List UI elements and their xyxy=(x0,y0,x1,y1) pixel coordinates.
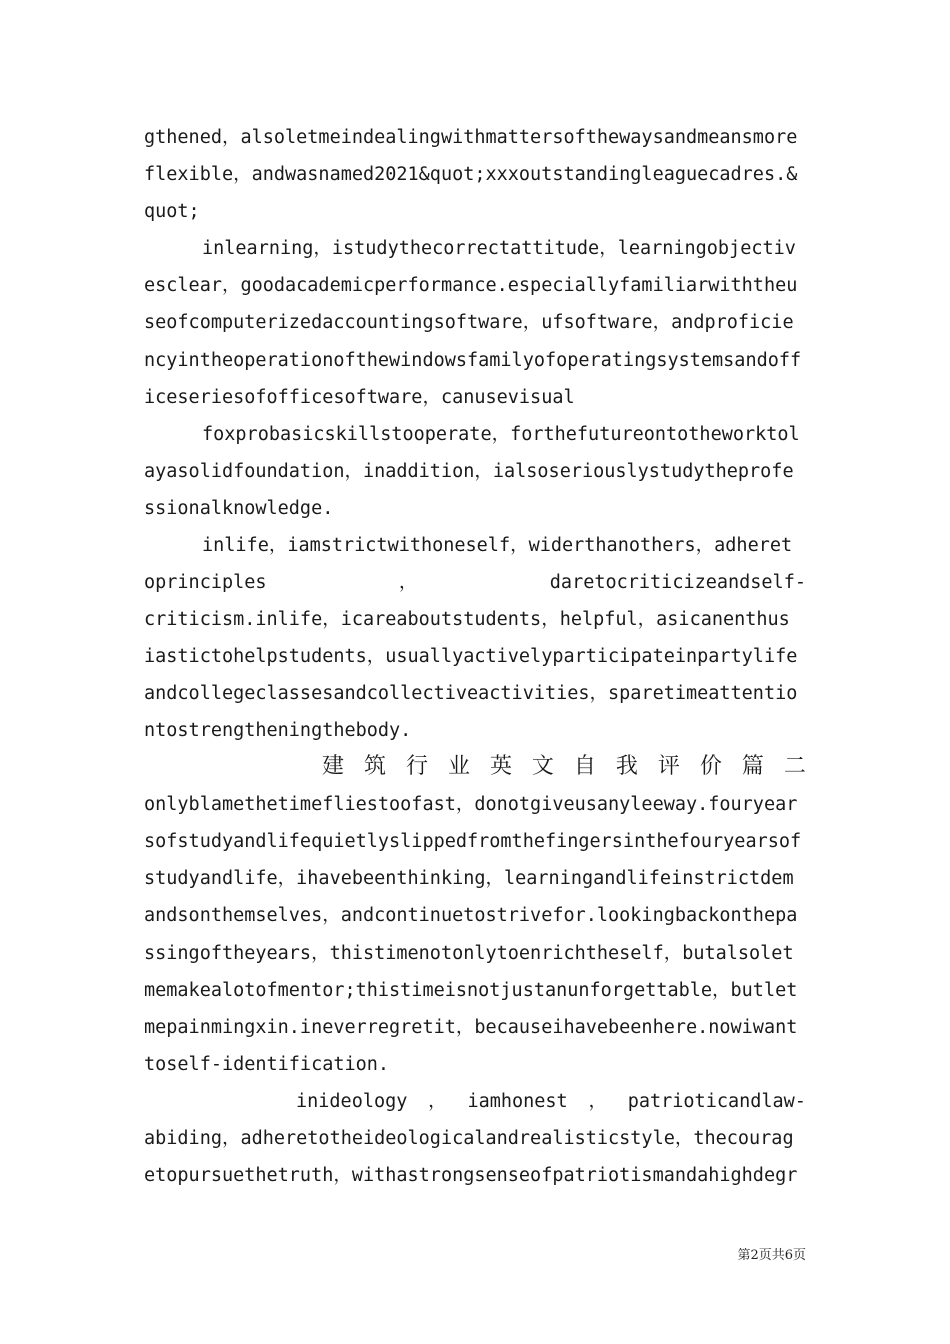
text-line: andcollegeclassesandcollectiveactivities，sparetimeattentio xyxy=(144,683,798,704)
text-line: sofstudyandlifequietlyslippedfromthefingersinthefouryearsof xyxy=(144,831,802,852)
title-char: 自 xyxy=(573,754,596,779)
text-fragment: daretocriticizeandself- xyxy=(549,572,806,593)
text-line: andsonthemselves，andcontinuetostrivefor.lookingbackonthepa xyxy=(144,905,798,926)
text-line: seofcomputerizedaccountingsoftware，ufsoftware，andproficie xyxy=(144,312,794,333)
text-line: gthened，alsoletmeindealingwithmattersofthewaysandmeansmore xyxy=(144,127,798,148)
text-fragment: oprinciples xyxy=(144,572,267,593)
text-fragment: inideology xyxy=(296,1091,408,1112)
text-line: iastictohelpstudents，usuallyactivelyparticipateinpartylife xyxy=(144,646,798,667)
spread-text-line xyxy=(296,1090,806,1114)
section-title xyxy=(322,754,806,780)
title-char: 行 xyxy=(405,754,428,779)
text-line: onlyblamethetimefliestoofast，donotgiveusanyleeway.fouryear xyxy=(144,794,798,815)
paragraph-first-line: inlearning，istudythecorrectattitude，learningobjectiv xyxy=(202,238,796,259)
text-fragment: ， xyxy=(398,572,418,593)
page-number-footer: 第2页共6页 xyxy=(737,1248,806,1263)
text-line: studyandlife，ihavebeenthinking，learningandlifeinstrictdem xyxy=(144,868,794,889)
title-char: 二 xyxy=(783,754,806,779)
text-line: toself-identification. xyxy=(144,1054,390,1075)
text-line: abiding，adheretotheideologicalandrealisticstyle，thecourag xyxy=(144,1128,794,1149)
title-char: 评 xyxy=(657,754,680,779)
text-line: ayasolidfoundation，inaddition，ialsoseriouslystudytheprofe xyxy=(144,461,794,482)
text-fragment: ， xyxy=(588,1091,607,1112)
paragraph-first-line: foxprobasicskillstooperate，forthefutureontotheworktol xyxy=(202,424,800,445)
text-line: esclear，goodacademicperformance.especiallyfamiliarwiththeu xyxy=(144,275,798,296)
title-char: 业 xyxy=(447,754,470,779)
title-char: 筑 xyxy=(363,754,386,779)
text-line: ssingoftheyears，thistimenotonlytoenrichtheself，butalsolet xyxy=(144,943,794,964)
text-line: ncyintheoperationofthewindowsfamilyofoperatingsystemsandoff xyxy=(144,350,802,371)
text-line: quot; xyxy=(144,201,200,222)
text-line: flexible，andwasnamed2021&quot;xxxoutstandingleaguecadres.& xyxy=(144,164,798,185)
text-line: etopursuethetruth，withastrongsenseofpatriotismandahighdegr xyxy=(144,1165,798,1186)
title-char: 文 xyxy=(531,754,554,779)
title-char: 价 xyxy=(699,754,722,779)
title-char: 篇 xyxy=(741,754,764,779)
text-line: mepainmingxin.ineverregretit，becauseihavebeenhere.nowiwant xyxy=(144,1017,798,1038)
text-fragment: ， xyxy=(428,1091,447,1112)
text-fragment: patrioticandlaw- xyxy=(627,1091,806,1112)
text-line: criticism.inlife，icareaboutstudents，helpful，asicanenthus xyxy=(144,609,790,630)
paragraph-first-line: inlife，iamstrictwithoneself，widerthanothers，adheret xyxy=(202,535,793,556)
text-line: ntostrengtheningthebody. xyxy=(144,720,412,741)
text-line: ssionalknowledge. xyxy=(144,498,334,519)
title-char: 建 xyxy=(322,754,345,779)
text-fragment: iamhonest xyxy=(467,1091,568,1112)
spread-text-line xyxy=(144,571,806,595)
title-char: 英 xyxy=(489,754,512,779)
text-line: iceseriesofofficesoftware，canusevisual xyxy=(144,387,575,408)
text-line: memakealotofmentor;thistimeisnotjustanunforgettable，butlet xyxy=(144,980,798,1001)
title-char: 我 xyxy=(615,754,638,779)
